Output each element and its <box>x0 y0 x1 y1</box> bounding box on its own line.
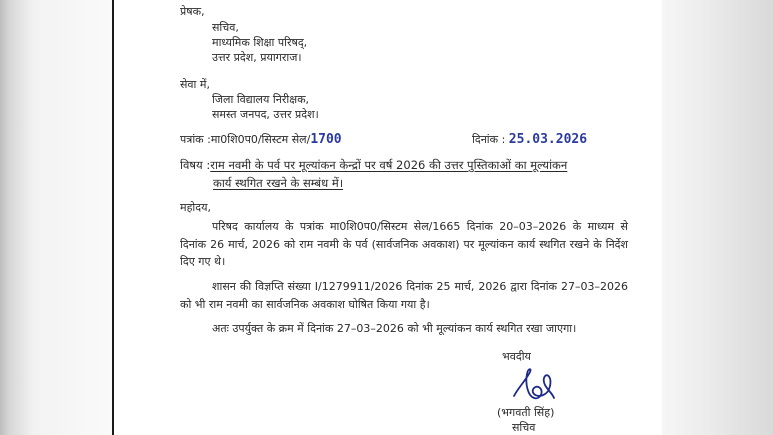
sender-line: माध्यमिक शिक्षा परिषद्, <box>212 36 308 49</box>
paragraph-text: परिषद कार्यालय के पत्रांक मा0शि0प0/सिस्टम सेल/1665 दिनांक 20–03–2026 के माध्यम से दिनांक 26 मार्च, 2026 को राम नवमी के पर्व (सार्वजनिक अवकाश) पर मूल्यांकन कार्य स्थगित रखने के निर्देश दिए गए थे। <box>180 220 628 268</box>
paragraph <box>180 320 628 338</box>
date-label: दिनांक : <box>472 133 506 146</box>
recipient-label: सेवा में, <box>180 78 210 91</box>
recipient-line: जिला विद्यालय निरीक्षक, <box>212 93 310 106</box>
recipient-line: समस्त जनपद, उत्तर प्रदेश। <box>212 108 319 121</box>
reference-number <box>180 133 342 147</box>
subject-line: राम नवमी के पर्व पर मूल्यांकन केन्द्रों पर वर्ष 2026 की उत्तर पुस्तिकाओं का मूल्यांकन <box>210 158 568 172</box>
signature-icon <box>508 366 558 404</box>
subject <box>180 156 567 192</box>
letter-date <box>472 133 587 147</box>
subject-label: विषय : <box>180 158 211 172</box>
paragraph-text: शासन की विज्ञप्ति संख्या I/1279911/2026 दिनांक 25 मार्च, 2026 द्वारा दिनांक 27–03–2026 को भी राम नवमी का सार्वजनिक अवकाश घोषित किया गया है। <box>180 280 628 311</box>
subject-line: कार्य स्थगित रखने के सम्बंध में। <box>213 176 344 190</box>
valediction: भवदीय <box>502 350 531 363</box>
salutation: महोदय, <box>180 201 211 214</box>
reference-label: पत्रांक :मा0शि0प0/सिस्टम सेल/ <box>180 133 311 146</box>
signatory-designation: सचिव <box>512 421 536 434</box>
signatory-name: (भगवती सिंह) <box>497 406 555 419</box>
paragraph <box>180 278 628 313</box>
right-background-band <box>662 0 773 435</box>
page-border <box>112 0 114 435</box>
sender-label: प्रेषक, <box>180 5 205 18</box>
handwritten-date: 25.03.2026 <box>508 132 588 147</box>
left-background-band <box>0 0 112 435</box>
sender-line: सचिव, <box>212 21 239 34</box>
sender-line: उत्तर प्रदेश, प्रयागराज। <box>212 51 302 64</box>
paragraph <box>180 218 628 271</box>
handwritten-number: 1700 <box>310 132 342 147</box>
paragraph-text: अतः उपर्युक्त के क्रम में दिनांक 27–03–2026 को भी मूल्यांकन कार्य स्थगित रखा जाएगा। <box>212 322 577 335</box>
